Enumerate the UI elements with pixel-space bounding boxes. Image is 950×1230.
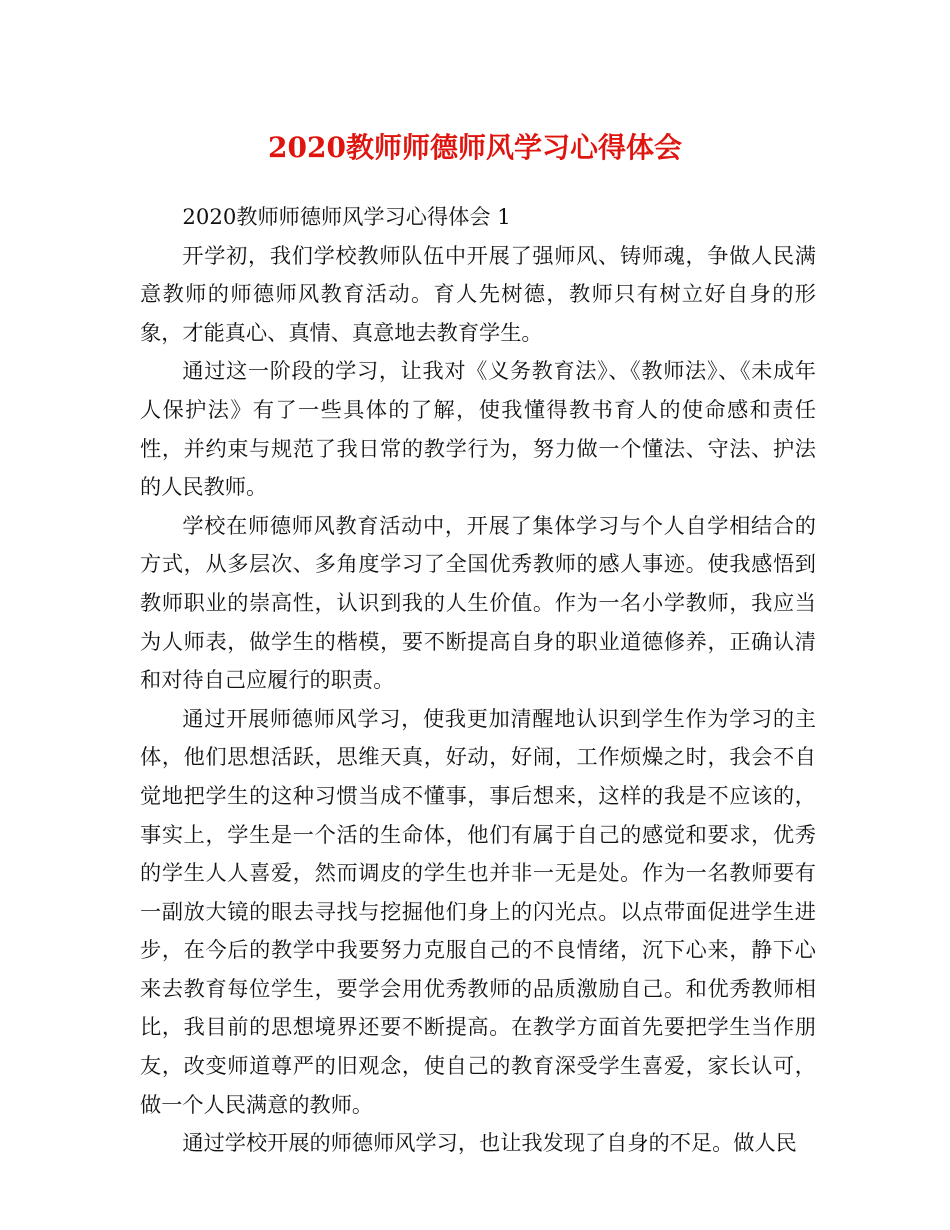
document-title: 2020教师师德师风学习心得体会 <box>268 131 682 164</box>
paragraph: 通过这一阶段的学习，让我对《义务教育法》、《教师法》、《未成年人保护法》有了一些具体的了解，使我懂得教书育人的使命感和责任性，并约束与规范了我日常的教学行为，努力做一个懂法、守法、护法的人民教师。 <box>140 358 816 500</box>
paragraph: 通过开展师德师风学习，使我更加清醒地认识到学生作为学习的主体，他们思想活跃，思维天真，好动，好闹，工作烦燥之时，我会不自觉地把学生的这种习惯当成不懂事，事后想来，这样的我是不应该的，事实上，学生是一个活的生命体，他们有属于自己的感觉和要求，优秀的学生人人喜爱，然而调皮的学生也并非一无是处。作为一名教师要有一副放大镜的眼去寻找与挖掘他们身上的闪光点。以点带面促进学生进步，在今后的教学中我要努力克服自己的不良情绪，沉下心来，静下心来去教育每位学生，要学会用优秀教师的品质激励自己。和优秀教师相比，我目前的思想境界还要不断提高。在教学方面首先要把学生当作朋友，改变师道尊严的旧观念，使自己的教育深受学生喜爱，家长认可，做一个人民满意的教师。 <box>140 705 816 1117</box>
paragraph: 通过学校开展的师德师风学习，也让我发现了自身的不足。做人民 <box>182 1130 797 1156</box>
paragraph: 学校在师德师风教育活动中，开展了集体学习与个人自学相结合的方式，从多层次、多角度学习了全国优秀教师的感人事迹。使我感悟到教师职业的崇高性，认识到我的人生价值。作为一名小学教师，我应当为人师表，做学生的楷模，要不断提高自身的职业道德修养，正确认清和对待自己应履行的职责。 <box>140 512 816 693</box>
paragraph-subtitle: 2020教师师德师风学习心得体会 1 <box>182 204 511 229</box>
document-body <box>140 198 816 1163</box>
paragraph: 开学初，我们学校教师队伍中开展了强师风、铸师魂，争做人民满意教师的师德师风教育活动。育人先树德，教师只有树立好自身的形象，才能真心、真情、真意地去教育学生。 <box>140 242 816 345</box>
